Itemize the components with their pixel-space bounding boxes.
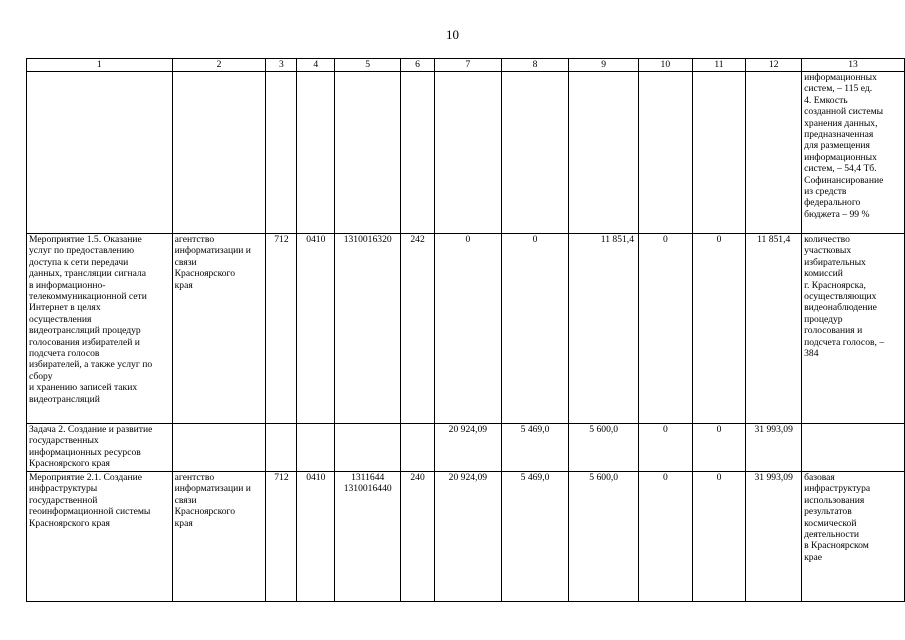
header-cell: 2 xyxy=(172,59,266,72)
header-cell: 10 xyxy=(639,59,693,72)
executor-cell xyxy=(172,424,266,472)
header-cell: 3 xyxy=(266,59,297,72)
csr-cell: 1310016320 xyxy=(335,234,401,424)
amount-cell: 11 851,4 xyxy=(569,234,639,424)
amount-cell: 5 600,0 xyxy=(569,472,639,602)
total-cell: 11 851,4 xyxy=(746,234,802,424)
amount-cell: 5 469,0 xyxy=(501,424,569,472)
activity-cell: Мероприятие 1.5. Оказание услуг по предоставлению доступа к сети передачи данных, трансляции сигнала в информационно- телекоммуникационной сети Интернет в целях осуществления видеотрансляций процедур голосования избирателей и подсчета голосов избирателей, а также услуг по сбору и хранению записей таких видеотрансляций xyxy=(27,234,173,424)
header-cell: 6 xyxy=(401,59,435,72)
amount-cell xyxy=(692,72,746,234)
amount-cell: 5 600,0 xyxy=(569,424,639,472)
amount-cell: 0 xyxy=(639,234,693,424)
total-cell: 31 993,09 xyxy=(746,424,802,472)
vr-cell: 240 xyxy=(401,472,435,602)
amount-cell: 0 xyxy=(435,234,502,424)
grbs-cell xyxy=(266,424,297,472)
grbs-cell xyxy=(266,72,297,234)
header-cell: 12 xyxy=(746,59,802,72)
header-cell: 1 xyxy=(27,59,173,72)
amount-cell: 5 469,0 xyxy=(501,472,569,602)
header-cell: 7 xyxy=(435,59,502,72)
amount-cell: 0 xyxy=(692,472,746,602)
executor-cell: агентство информатизации и связи Красноярского края xyxy=(172,234,266,424)
amount-cell: 0 xyxy=(692,424,746,472)
table-row xyxy=(27,72,905,234)
result-cell: информационных систем, – 115 ед. 4. Емкость созданной системы хранения данных, предназначенная для размещения информационных систем, – 54,4 Тб. Софинансирование из средств федерального бюджета – 99 % xyxy=(802,72,905,234)
amount-cell: 0 xyxy=(501,234,569,424)
page-number: 10 xyxy=(446,27,459,42)
amount-cell xyxy=(435,72,502,234)
result-cell: количество участковых избирательных комиссий г. Красноярска, осуществляющих видеонаблюдение процедур голосования и подсчета голосов, – 384 xyxy=(802,234,905,424)
grbs-cell: 712 xyxy=(266,472,297,602)
rzpr-cell xyxy=(297,72,335,234)
header-cell: 11 xyxy=(692,59,746,72)
amount-cell: 0 xyxy=(639,424,693,472)
grbs-cell: 712 xyxy=(266,234,297,424)
vr-cell xyxy=(401,424,435,472)
table-row xyxy=(27,424,905,472)
amount-cell xyxy=(569,72,639,234)
rzpr-cell: 0410 xyxy=(297,234,335,424)
rzpr-cell xyxy=(297,424,335,472)
header-cell: 5 xyxy=(335,59,401,72)
vr-cell: 242 xyxy=(401,234,435,424)
amount-cell: 20 924,09 xyxy=(435,472,502,602)
executor-cell xyxy=(172,72,266,234)
table-row xyxy=(27,234,905,424)
activity-cell xyxy=(27,72,173,234)
result-cell: базовая инфраструктура использования результатов космической деятельности в Красноярском крае xyxy=(802,472,905,602)
csr-cell xyxy=(335,72,401,234)
amount-cell xyxy=(501,72,569,234)
header-cell: 4 xyxy=(297,59,335,72)
amount-cell: 0 xyxy=(639,472,693,602)
budget-table xyxy=(26,58,905,602)
amount-cell: 20 924,09 xyxy=(435,424,502,472)
executor-cell: агентство информатизации и связи Красноярского края xyxy=(172,472,266,602)
header-row xyxy=(27,59,905,72)
header-cell: 8 xyxy=(501,59,569,72)
csr-cell xyxy=(335,424,401,472)
activity-cell: Мероприятие 2.1. Создание инфраструктуры государственной геоинформационной системы Красноярского края xyxy=(27,472,173,602)
total-cell xyxy=(746,72,802,234)
vr-cell xyxy=(401,72,435,234)
task-cell: Задача 2. Создание и развитие государственных информационных ресурсов Красноярского края xyxy=(27,424,173,472)
csr-cell: 1311644 1310016440 xyxy=(335,472,401,602)
header-cell: 9 xyxy=(569,59,639,72)
header-cell: 13 xyxy=(802,59,905,72)
result-cell xyxy=(802,424,905,472)
rzpr-cell: 0410 xyxy=(297,472,335,602)
total-cell: 31 993,09 xyxy=(746,472,802,602)
table-row xyxy=(27,472,905,602)
amount-cell xyxy=(639,72,693,234)
amount-cell: 0 xyxy=(692,234,746,424)
